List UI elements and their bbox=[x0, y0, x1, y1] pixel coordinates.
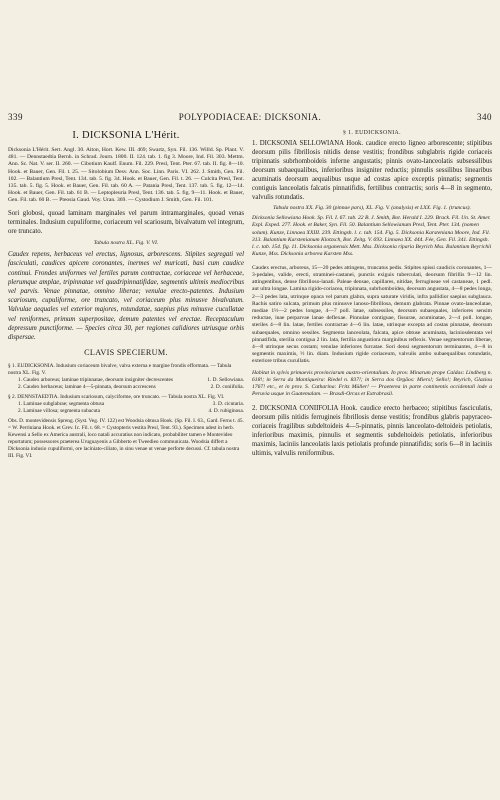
key-section-1-head: § 1. EUDICKSONIA. Indusium coriaceum bivalve, valva externa e margine frondis efformata. — Tabula nostra XL. Fig. V. bbox=[8, 363, 232, 377]
genus-plate-reference: Tabula nostra XL. Fig. V. VI. bbox=[93, 240, 159, 247]
key-item-label: 1. Caudex arboreus; laminae tripinnatae, deorsum insigniter decrescentes bbox=[18, 377, 173, 384]
clavis-title: CLAVIS SPECIERUM. bbox=[84, 348, 168, 358]
page-number-right: 340 bbox=[477, 112, 492, 122]
species-1-plate-reference: Tabula nostra XX. Fig. 30 (pinnae pars), XL. Fig. V. (analysis) et LXX. Fig. 1. (truncus). bbox=[273, 205, 471, 211]
species-1-synonymy: Dicksonia Sellowiana Hook. Sp. Fil. I. 67. tab. 22 B. J. Smith, Bot. Herald I. 229. Brack. Fil. Un. St. Amer. Expl. Exped. 277. Hook. et Baker, Syn. Fil. 50. Balantium Sellowianum Presl, Tent. Pter. 134. (nomen solum). Kunze, Linnaea XXIII. 239. Ettingsh. l. c. tab. 154. Fig. 5. Dicksonia Karsteniana Moore, Ind. Fil. 313. Balantium Karstenianum Klotzsch, Bot. Zeitg. V. 693. Linnaea XX. 444. Fée, Gen. Fil. 341. Ettingsh. l. c. tab. 154. fig. 11. Dicksonia organensis Mett. Mss. Dicksonia riparia Beyrich Mss. Balantium Beyrichii Kunze, Mss. Dicksonia arborea Karsten Mss. bbox=[252, 215, 492, 258]
key-item-result: 4. D. rubiginosa. bbox=[208, 408, 244, 415]
running-title: POLYPODIACEAE: DICKSONIA. bbox=[178, 112, 322, 122]
right-column bbox=[252, 130, 492, 792]
genus-synonymy: Dicksonia L'Hérit. Sert. Angl. 30. Aiton, Hort. Kew. III. 469; Swartz, Syn. Fil. 136. Willd. Sp. Plant. V. 481. — Dennstaedtia Bernh. in Schrad. Journ. 1800. II. 124. tab. 1. fig 3. Moore, Ind. Fil. 303. Mettm. Ann. Sc. Nat. V. ser. II. 260. — Cibotium Kaulf. Enum. Fil. 229. Presl, Tent. Pter. 67. tab. II. fig. 8—10. Hook. et Bauer, Gen. Fil. t. 25. — Sitolobium Desv. Ann. Soc. Linn. Paris. VI. 262. J. Smith, Gen. Fil. 102. — Balantium Presl, Tent. 134. tab. 5. fig. 34. Hook. et Bauer, Gen. Fil. t. 26. — Culcita Presl, Tent. 135. tab. 5. fig. 5. Hook. et Bauer, Gen. Fil. tab. 60 A. — Patania Presl, Tent. 137. tab. 5. fig. 12—14. Hook. et Bauer, Gen. Fil. tab. 61 B. — Leptopleuria Presl, Tent. 136. tab. 5. fig. 9—11. Hook. et Bauer, Gen. Fil. tab. 60 B. — Pteosia Gaud. Voy. Uran. 369. — Cystodium J. Smith, Gen. Fil. 101. bbox=[8, 147, 244, 204]
key-item-result: 1. D. Sellowiana. bbox=[207, 377, 244, 384]
key-item bbox=[8, 384, 244, 391]
running-header bbox=[8, 112, 492, 126]
species-1-description: Caudex erectus, arboreus, 15—20 pedes attingens, truncatus pedis. Stipites spissi caudicis coronantes, 1—3-pedales, valide, erecti, straminei-castanei, punctis exiguis tuberculati, deorsum fibrillis 9—12 lin. attingentibus, dense fibrilloso-lanati. Paleae densae, capillares, nitidae, ferrugineae vel castaneae, 1 pedl. aut ultra longae. Lamina rigido-coriacea, tripinnata, subrhomboidea, deorsum angustata, 4—8 pedes longa, 2—3 pedes lata, utrinque opaca vel parum glabra, supra saturate viridis, infra pallidior saepius subglauca. Rachis satiro sulcata, primum plus minusve lanoso-fibrillosa, demum glabrata. Pinnae ovato-lanceolatae, mediae 1½—2 pedes longae, 4—7 poll. latae, subsessiles, deorsum subaequales, inferiores sensim reductae, inae perparvae lanae deflexae. Pinnulae contiguae, fissurae, acuminatae, 2—4 poll. longae, steriles 4—8 lin. latae, fertiles contractae 4—6 lin. latae, utrinque excepta ad costas pinnatae, deorsum subaequales, omnino sessiles. Segmenta lanceolata, falcata, apice obtuse acuminata, laciniosdentata vel pinnatifida, sterilia contigua 2 lin. lata, fertilia angustiora marginibus reflexis. Venae segmentorum liberae, 4—8 utrinque secus costam; venulae inferiores furcatae. Sori densi segmentorum terminantes, 4—8 in segmentis maximis, ½ lin. diam. Indusium rigide coriaceum, valvulis ambo subaequalibus rotundatis, exteriore tribus cucullatis. bbox=[252, 264, 492, 365]
species-1-habitat: Habitat in sylvis primaevis provinciarum austro-orientalium. In prov. Minarum prope Caldas: Lindberg n. 618!; in Serra da Mantiqueira: Riedel n. 837!; in Serra dos Orgãos: Miers!; Sello!; Beyrich, Glaziou 1767! etc., et in prov. S. Catharina: Fritz Müller! — Praeterea in parte continentis occidentali inde a Peruvia usque in Guatemalam. — Brasdi-Orcas et Extrabrasil. bbox=[252, 369, 492, 398]
key-observation: Obs. D. montevidensis Spreng. (Syst. Veg. IV. 122) est Woodsia obtusa Hook. (Sp. Fil. I. 63., Gard. Ferns t. 45. = W. Perriniana Hook. et Grev. Ic. Fil. t. 68. = Cystopteris vestita Presl, Tent. 93.). Specimen adest in herb. Kewensi a Sello ex America australi, loco natali accuratius non indicato, probabiliter tamen e Montevideo reportatum; possessores praeterea Uruguayenis a Gibberto et Tweedieo communicata. Woodsia differt a Dicksonia indusio cupuliformi, ore laciniato-ciliato, in sinu venae ut venae perforte decussi. Cf. tabula nostra III. Fig. VI. bbox=[8, 418, 244, 460]
key-item-label: 2. Caudex herbaceus; laminae 4—5-pinnata, deorsum accrescens bbox=[18, 384, 156, 391]
section-heading: § 1. EUDICKSONIA. bbox=[342, 130, 401, 136]
key-section-2-head: § 2. DENNSTAEDTIA. Indusium scariosum, calyciforme, ore truncato. — Tabula nostra XL. Fig. VI. bbox=[8, 394, 225, 401]
key-section-1 bbox=[8, 363, 244, 391]
left-column bbox=[8, 130, 244, 792]
genus-heading: I. DICKSONIA L'Hérit. bbox=[72, 130, 180, 141]
key-item bbox=[8, 377, 244, 384]
page-number-left: 339 bbox=[8, 112, 23, 122]
key-item bbox=[8, 401, 244, 408]
key-item-label: 1. Laminae subglabrae; segmenta obtusa bbox=[18, 401, 105, 408]
key-item bbox=[8, 408, 244, 415]
key-item-label: 2. Laminae villosa; segmenta subacuta bbox=[18, 408, 100, 415]
key-item-result: 3. D. cicutaria. bbox=[212, 401, 244, 408]
species-2-diagnosis: 2. DICKSONIA CONIIFOLIA Hook. caudice erecto herbaceo; stipitibus fasciculatis, deorsum pilis nitidis ferrugineis fibrillosis dense vestitis; frondibus glabris papyraceo-coriaceis fragilibus subdeltoideis 4—5-pinnatis, pinnis lanceolato-deltoideis petiolatis, inferioribus maximis, pinnulis et segmentis subdeltoideis petiolatis, inferioribus maximis, laciniis lanceolatis laxis petiolatis profunde pinnatifidis; soris 6—8 in laciniis ultimis, valvulis reniformibus. bbox=[252, 405, 492, 458]
genus-description: Sori globosi, quoad laminam marginales vel parum intramarginales, quoad venas terminales. Indusium cupuliforme, coriaceum vel scariosum, bivalvatum vel integrum, ore truncato. bbox=[8, 209, 244, 236]
species-1-diagnosis: 1. DICKSONIA SELLOWIANA Hook. caudice erecto ligneo arborescente; stipitibus deorsum pilis fibrillosis nitidis dense vestitis; frondibus subglabris rigide coriaceis tripinnatis subrhomboideis inferne angustatis; pinnis ovato-lanceolatis subsessilibus deorsum subaequalibus, inferioribus insigniter reductis; pinnulis sessilibus linearibus acuminatis deorsum aequalibus usque ad costas apice exceptis pinnatis; segmentis contiguis lanceolatis falcatis pinnatifidis, fertilibus contractis; soris 4—8 in segmento, valvulis rotundatis. bbox=[252, 140, 492, 201]
key-item-result: 2. D. coniifolia. bbox=[210, 384, 244, 391]
genus-latin-description: Caudex repens, herbaceus vel erectus, lignosus, arborescens. Stipites segregati vel fasciculati, caudices apicem coronantes, inermes vel muricati, basi cum caudice continui. Frondes uniformes vel fertiles parum contractae, coriaceae vel herbaceae, plerumque amplae, tripinnatae vel quadripinnatifidae, segmentis ultimis mediocribus vel parvis. Venae pinnatae, omnino liberae; venulae erecto-patentes. Indusium scariosum, cupuliforme, ore truncato, vel coriaceum plus minusve bivalvatum. Valvulae aequales vel exterior majores, rotundatae, saepius plus minusve cucullatae vel reniformes, primum superpositae, demum patentes vel erectae. Receptaculum depressum punctiforme. — Species circa 30, per regiones calidiores utriusque orbis dispersae. bbox=[8, 251, 244, 342]
key-section-2 bbox=[8, 394, 244, 415]
